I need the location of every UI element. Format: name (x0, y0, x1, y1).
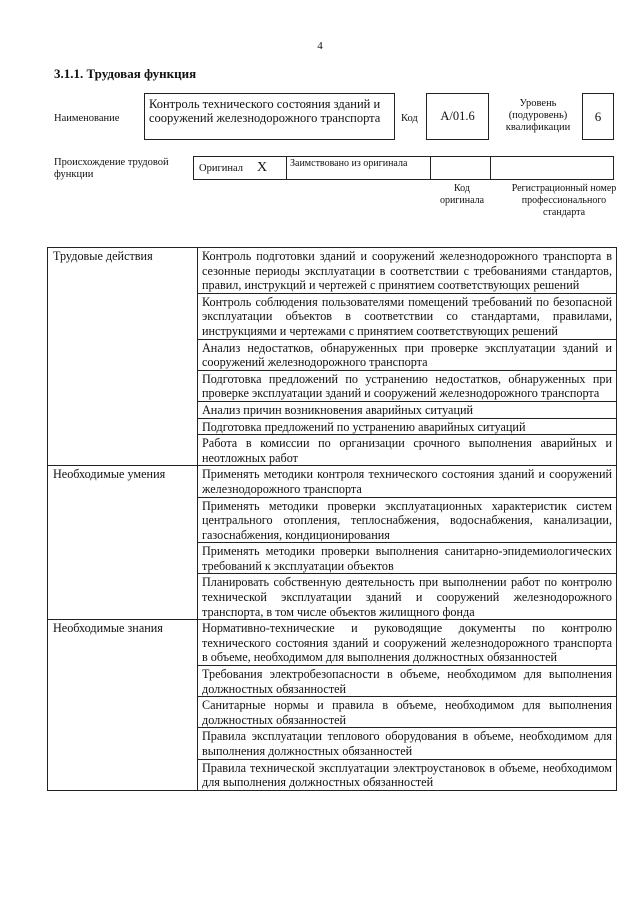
item-cell: Применять методики проверки эксплуатационных характеристик систем центрального отопления, теплоснабжения, водоснабжения, канализации, газоснабжения, кондиционирования (198, 497, 617, 543)
item-cell: Подготовка предложений по устранению недостатков, обнаруженных при проверке эксплуатации зданий и сооружений железнодорожного транспорта (198, 370, 617, 401)
borrowed-cell (286, 156, 431, 180)
item-cell: Нормативно-технические и руководящие документы по контролю технического состояния зданий и сооружений железнодорожного транспорта в объеме, необходимом для выполнения должностных обязанностей (198, 620, 617, 666)
table-row (48, 466, 617, 497)
category-cell: Необходимые знания (48, 620, 198, 791)
reg-caption: Регистрационный номер профессионального стандарта (511, 183, 617, 218)
item-cell: Контроль соблюдения пользователями помещений требований по безопасной эксплуатации объектов в соответствии со стандартами, правилами, инструкциями и чертежами с принятием соответствующих решений (198, 293, 617, 339)
original-label: Оригинал (199, 162, 243, 174)
item-cell: Анализ недостатков, обнаруженных при проверке эксплуатации зданий и сооружений железнодорожного транспорта (198, 339, 617, 370)
item-cell: Требования электробезопасности в объеме, необходимом для выполнения должностных обязанностей (198, 666, 617, 697)
item-cell: Работа в комиссии по организации срочного выполнения аварийных и неотложных работ (198, 435, 617, 466)
borrowed-label: Заимствовано из оригинала (290, 158, 408, 169)
item-cell: Контроль подготовки зданий и сооружений железнодорожного транспорта в сезонные периоды эксплуатации в соответствии с требованиями стандартов, правил, инструкций и чертежей с принятием соответствующих решений (198, 248, 617, 294)
item-cell: Применять методики проверки выполнения санитарно-эпидемиологических требований к эксплуатации объектов (198, 543, 617, 574)
function-table (47, 247, 617, 791)
function-name-value: Контроль технического состояния зданий и сооружений железнодорожного транспорта (149, 97, 381, 125)
code-caption: Код оригинала (439, 183, 485, 206)
name-label: Наименование (54, 113, 120, 124)
code-box (426, 93, 489, 140)
category-cell: Необходимые умения (48, 466, 198, 620)
item-cell: Санитарные нормы и правила в объеме, необходимом для выполнения должностных обязанностей (198, 697, 617, 728)
item-cell: Подготовка предложений по устранению аварийных ситуаций (198, 418, 617, 435)
table-row (48, 620, 617, 666)
table-row (48, 248, 617, 294)
code-label: Код (401, 113, 418, 124)
level-value: 6 (594, 108, 602, 124)
category-cell: Трудовые действия (48, 248, 198, 466)
level-box (582, 93, 614, 140)
section-title: 3.1.1. Трудовая функция (54, 66, 197, 81)
level-label: Уровень (подуровень) квалификации (505, 98, 571, 133)
code-value: A/01.6 (440, 109, 475, 123)
item-cell: Правила эксплуатации теплового оборудования в объеме, необходимом для выполнения должностных обязанностей (198, 728, 617, 759)
original-cell (193, 156, 287, 180)
item-cell: Анализ причин возникновения аварийных ситуаций (198, 401, 617, 418)
original-code-cell (430, 156, 491, 180)
item-cell: Планировать собственную деятельность при выполнении работ по контролю технической эксплуатации зданий и сооружений железнодорожного транспорта, в том числе объектов жилищного фонда (198, 574, 617, 620)
page-number: 4 (317, 40, 323, 52)
original-mark: X (257, 160, 268, 175)
function-name-box (144, 93, 395, 140)
origin-row (193, 156, 614, 180)
reg-number-cell (490, 156, 614, 180)
origin-label: Происхождение трудовой функции (54, 157, 169, 180)
item-cell: Правила технической эксплуатации электроустановок в объеме, необходимом для выполнения должностных обязанностей (198, 759, 617, 790)
item-cell: Применять методики контроля технического состояния зданий и сооружений железнодорожного транспорта (198, 466, 617, 497)
